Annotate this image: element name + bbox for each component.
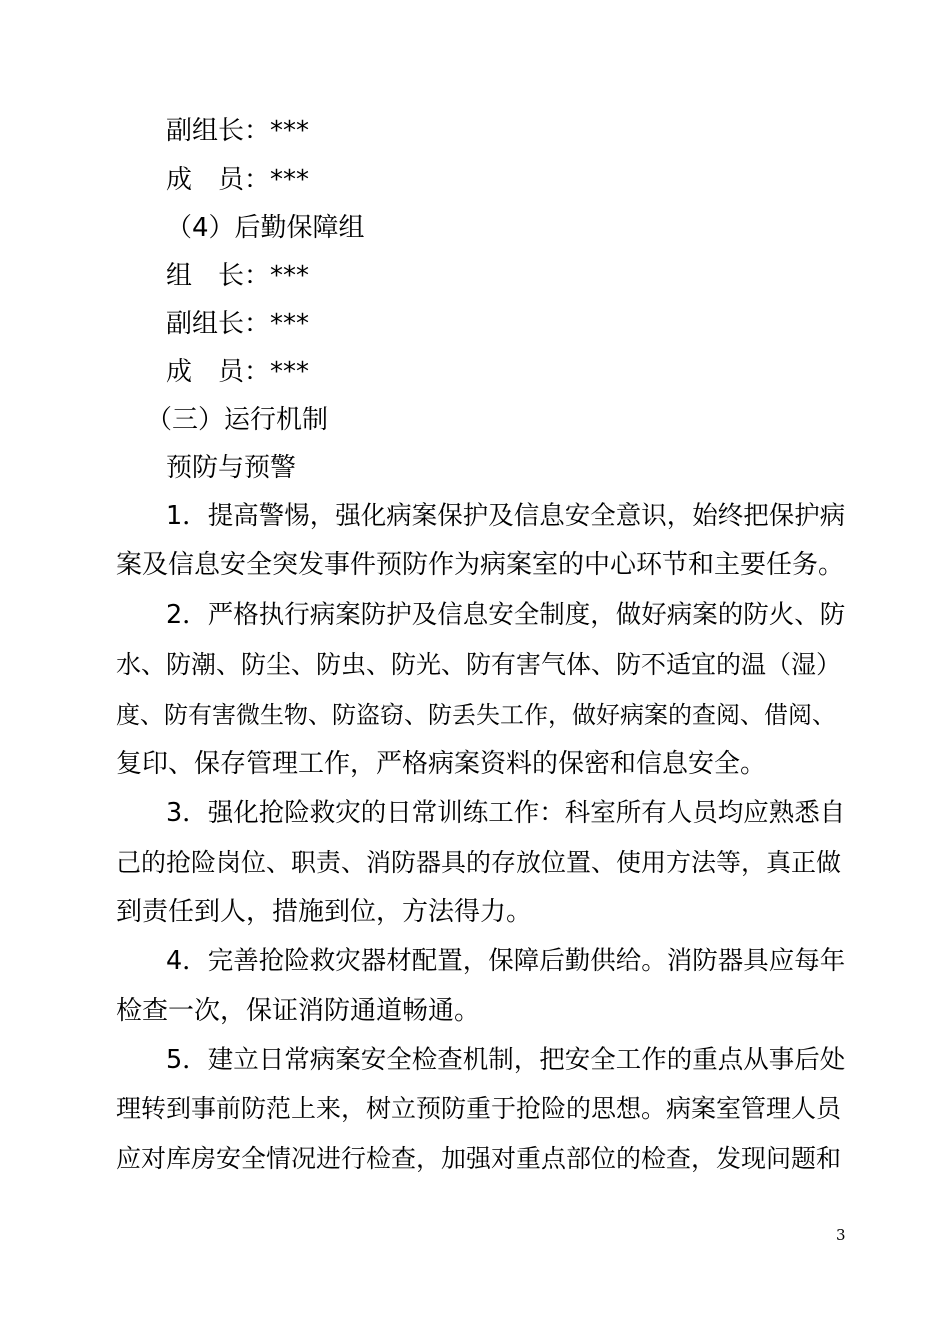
paragraph-3-line: 己的抢险岗位、职责、消防器具的存放位置、使用方法等，真正做 xyxy=(116,848,842,877)
page-number: 3 xyxy=(836,1226,846,1244)
text-line: 组 长：*** xyxy=(166,261,310,291)
paragraph-1-line: 案及信息安全突发事件预防作为病案室的中心环节和主要任务。 xyxy=(116,550,845,580)
paragraph-5-line: 理转到事前防范上来，树立预防重于抢险的思想。病案室管理人员 xyxy=(116,1094,842,1123)
text-line: 副组长：*** xyxy=(166,309,310,339)
text-line: 成 员：*** xyxy=(166,165,310,195)
paragraph-4-line: 4．完善抢险救灾器材配置，保障后勤供给。消防器具应每年 xyxy=(166,946,846,976)
paragraph-5-line: 应对库房安全情况进行检查，加强对重点部位的检查，发现问题和 xyxy=(116,1144,842,1173)
paragraph-2-line: 复印、保存管理工作，严格病案资料的保密和信息安全。 xyxy=(116,749,767,779)
section-heading: （三）运行机制 xyxy=(146,405,329,435)
paragraph-2-line: 水、防潮、防尘、防虫、防光、防有害气体、防不适宜的温（湿） xyxy=(116,650,842,679)
paragraph-1-line: 1．提高警惕，强化病案保护及信息安全意识，始终把保护病 xyxy=(166,501,846,531)
paragraph-2-line: 度、防有害微生物、防盗窃、防丢失工作，做好病案的查阅、借阅、 xyxy=(116,701,836,729)
text-line: 成 员：*** xyxy=(166,357,310,387)
paragraph-3-line: 3．强化抢险救灾的日常训练工作：科室所有人员均应熟悉自 xyxy=(166,798,846,828)
text-line: 副组长：*** xyxy=(166,116,310,146)
paragraph-5-line: 5．建立日常病案安全检查机制，把安全工作的重点从事后处 xyxy=(166,1045,846,1075)
paragraph-4-line: 检查一次，保证消防通道畅通。 xyxy=(116,996,481,1026)
section-heading: （4）后勤保障组 xyxy=(166,213,365,243)
subsection-heading: 预防与预警 xyxy=(166,453,297,483)
paragraph-2-line: 2．严格执行病案防护及信息安全制度，做好病案的防火、防 xyxy=(166,600,846,630)
paragraph-3-line: 到责任到人，措施到位，方法得力。 xyxy=(116,897,533,927)
